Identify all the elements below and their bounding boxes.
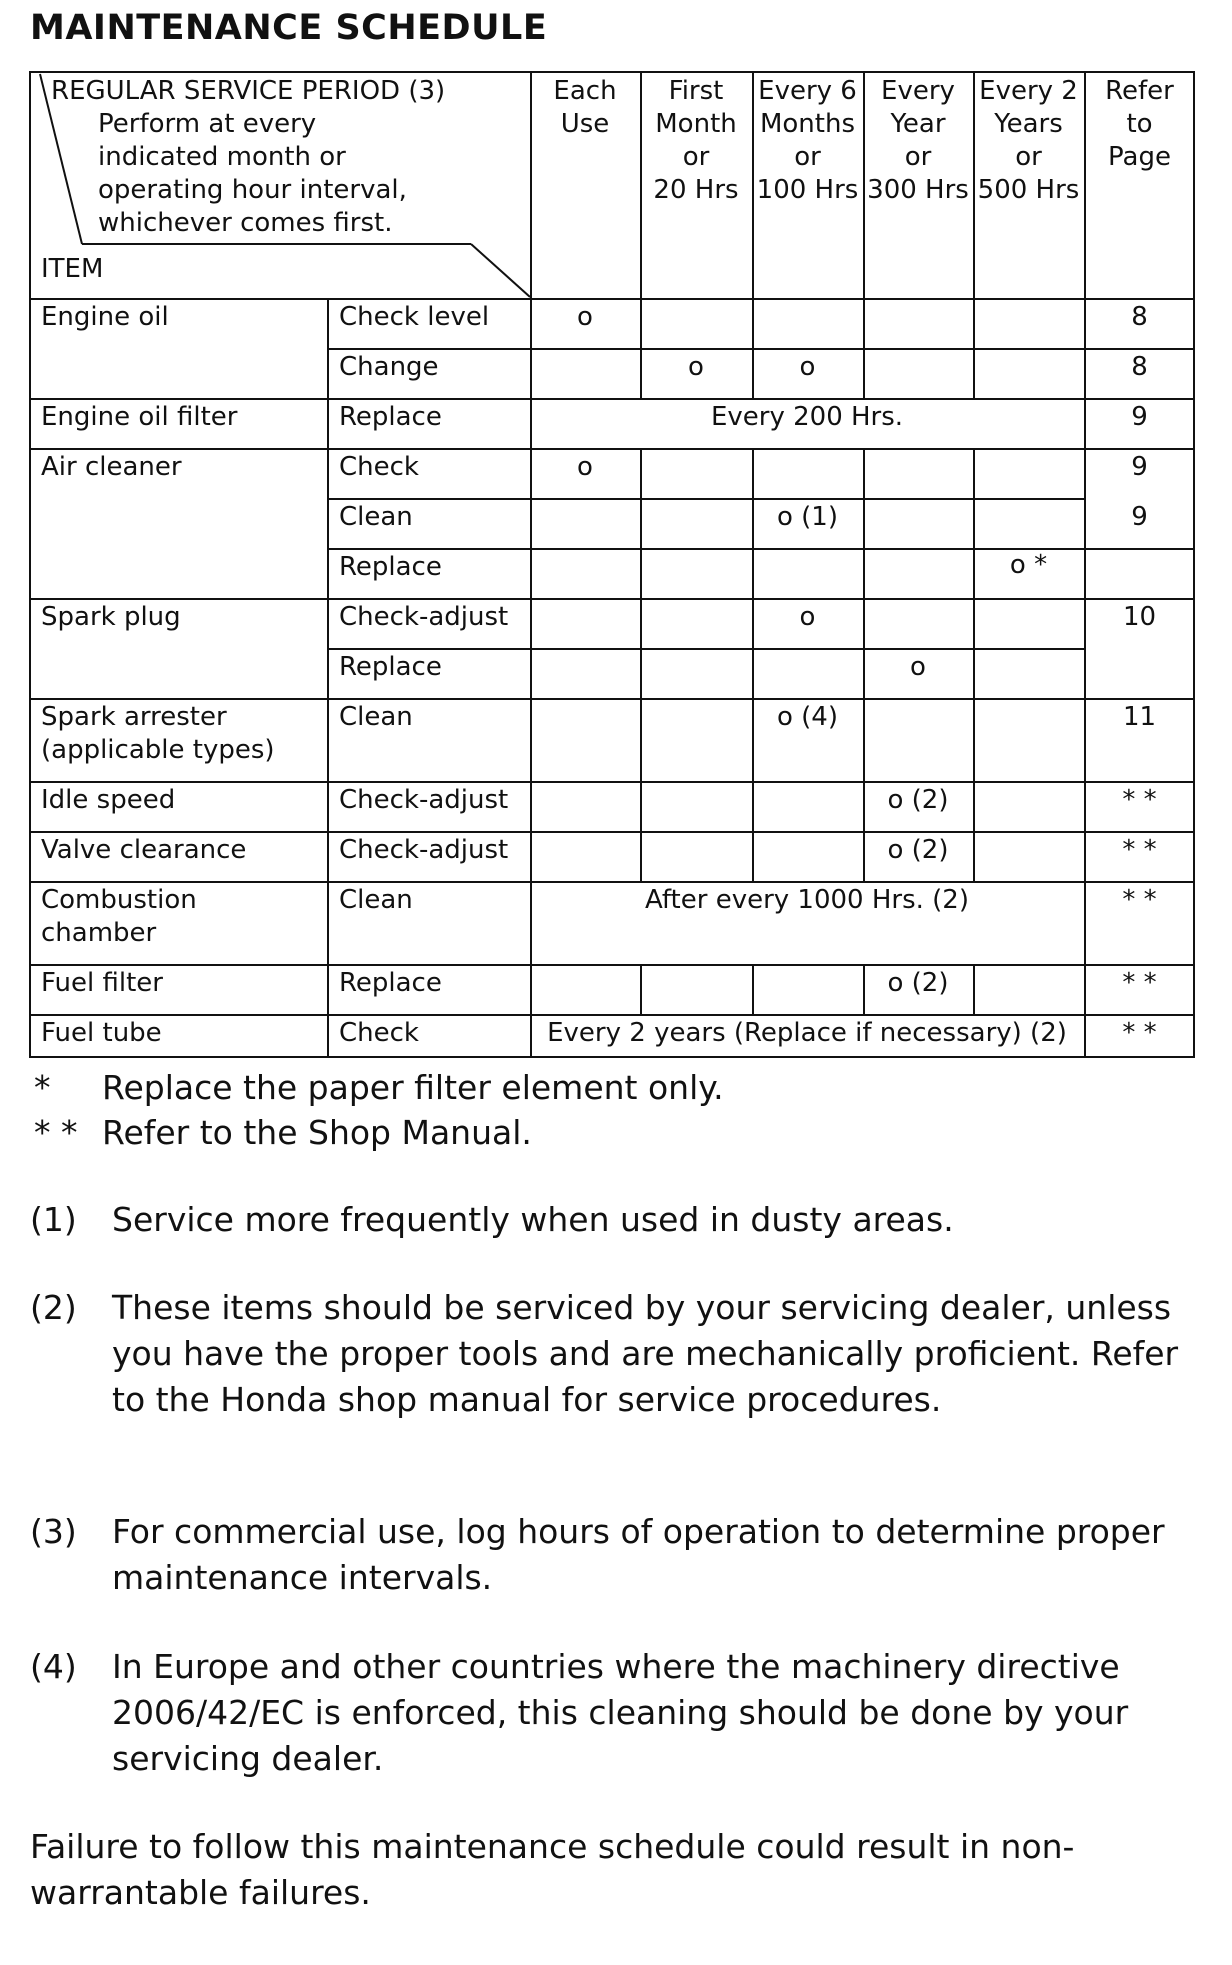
page-ref: 11 [1122, 702, 1157, 732]
table-rule-vertical [640, 964, 642, 1014]
column-header-every-6-months [752, 75, 863, 207]
item-air-cleaner: Air cleaner [41, 452, 182, 482]
column-header-line: Every 2 [979, 76, 1078, 106]
interval-mark: o * [1009, 550, 1048, 580]
interval-mark: o [577, 452, 593, 482]
column-header-line: or [682, 142, 710, 172]
page-ref: 9 [1131, 452, 1148, 482]
table-rule-horizontal [29, 298, 1195, 300]
table-rule-vertical [973, 448, 975, 881]
footnote-marker: (4) [30, 1647, 77, 1686]
column-header-line: Months [759, 109, 856, 139]
table-rule-vertical [752, 71, 754, 398]
table-rule-vertical [1084, 71, 1086, 1058]
page-ref: 8 [1131, 302, 1148, 332]
item-spark-arrester-note: (applicable types) [41, 735, 275, 765]
item-combustion-chamber: Combustion [41, 885, 197, 915]
table-rule-vertical [530, 71, 532, 1058]
column-header-line: First [668, 76, 724, 106]
table-rule-vertical [640, 71, 642, 398]
item-fuel-filter: Fuel filter [41, 968, 163, 998]
column-header-line: Every [881, 76, 955, 106]
table-rule-vertical [752, 964, 754, 1014]
item-idle-speed: Idle speed [41, 785, 176, 815]
page-ref: 9 [1131, 502, 1148, 532]
page-ref: * * [1122, 1018, 1157, 1048]
interval-mark: o [577, 302, 593, 332]
footnote-text: These items should be serviced by your servicing dealer, unless you have the proper tools and are mechanically proficient. Refer to the Honda shop manual for service procedures. [112, 1288, 1179, 1419]
action-change: Change [339, 352, 439, 382]
table-rule-horizontal [29, 781, 1195, 783]
column-header-line: Every 6 [758, 76, 857, 106]
interval-mark: o [799, 602, 816, 632]
action-clean: Clean [339, 502, 413, 532]
column-header-line: or [904, 142, 932, 172]
interval-span-text: Every 2 years (Replace if necessary) (2) [547, 1018, 1067, 1048]
period-line: operating hour interval, [98, 175, 407, 205]
item-fuel-tube: Fuel tube [41, 1018, 162, 1048]
page-ref: * * [1122, 785, 1157, 815]
column-header-line: to [1126, 109, 1153, 139]
column-header-line: 100 Hrs [756, 175, 859, 205]
table-rule-horizontal [29, 881, 1195, 883]
maintenance-schedule-table [29, 71, 1195, 1058]
action-clean: Clean [339, 885, 413, 915]
table-rule-vertical [752, 448, 754, 881]
interval-mark: o [688, 352, 704, 382]
table-rule-horizontal [29, 448, 1195, 450]
period-line: whichever comes first. [98, 208, 393, 238]
page-ref: * * [1122, 885, 1157, 915]
column-header-line: Page [1108, 142, 1171, 172]
table-rule-horizontal [29, 831, 1195, 833]
table-rule-horizontal [29, 71, 1195, 73]
action-replace: Replace [339, 402, 442, 432]
footnote-marker: (1) [30, 1200, 77, 1239]
interval-mark: o (2) [887, 785, 949, 815]
item-spark-plug: Spark plug [41, 602, 181, 632]
star-note-marker: * * [34, 1113, 78, 1152]
action-replace: Replace [339, 552, 442, 582]
interval-mark: o (4) [776, 702, 838, 732]
page-ref: 10 [1122, 602, 1157, 632]
table-rule-vertical [1193, 71, 1195, 1058]
table-rule-horizontal [29, 598, 1195, 600]
table-rule-horizontal [327, 548, 1195, 550]
page-ref: * * [1122, 835, 1157, 865]
column-header-line: Years [994, 109, 1063, 139]
item-combustion-chamber-line2: chamber [41, 918, 157, 948]
item-engine-oil: Engine oil [41, 302, 169, 332]
footnote-text: Service more frequently when used in dusty areas. [112, 1200, 954, 1239]
star-note-marker: * [34, 1068, 51, 1107]
table-rule-vertical [327, 298, 329, 1058]
column-header-line: Year [890, 109, 946, 139]
warranty-warning: Failure to follow this maintenance schedule could result in non-warrantable failures. [30, 1827, 1075, 1912]
table-rule-horizontal [327, 348, 1195, 350]
item-header: ITEM [41, 254, 104, 284]
item-engine-oil-filter: Engine oil filter [41, 402, 238, 432]
footnote-marker: (3) [30, 1512, 77, 1551]
table-rule-horizontal [29, 964, 1195, 966]
column-header-line: Month [655, 109, 737, 139]
period-line: Perform at every [98, 109, 317, 139]
table-rule-vertical [863, 71, 865, 398]
table-rule-vertical [863, 964, 865, 1014]
period-header [51, 75, 445, 240]
page-ref: * * [1122, 968, 1157, 998]
column-header-line: 20 Hrs [653, 175, 739, 205]
table-rule-horizontal [327, 498, 1084, 500]
interval-mark: o (2) [887, 835, 949, 865]
period-title: REGULAR SERVICE PERIOD (3) [51, 76, 446, 106]
table-rule-vertical [29, 71, 31, 1058]
interval-mark: o (1) [776, 502, 838, 532]
interval-mark: o [910, 652, 926, 682]
table-rule-vertical [640, 448, 642, 881]
footnote-marker: (2) [30, 1288, 77, 1327]
interval-span-text: After every 1000 Hrs. (2) [645, 885, 969, 915]
column-header-each-use [530, 75, 640, 141]
action-check-adjust: Check-adjust [339, 602, 509, 632]
interval-mark: o (2) [887, 968, 949, 998]
table-rule-horizontal [29, 1014, 1195, 1016]
item-valve-clearance: Valve clearance [41, 835, 247, 865]
column-header-line: 500 Hrs [977, 175, 1080, 205]
column-header-line: Use [560, 109, 610, 139]
table-rule-horizontal [29, 398, 1195, 400]
footnote-text: For commercial use, log hours of operation to determine proper maintenance intervals. [112, 1512, 1165, 1597]
page-ref: 9 [1131, 402, 1148, 432]
footnote-text: In Europe and other countries where the machinery directive 2006/42/EC is enforced, this cleaning should be done by your servicing dealer. [112, 1647, 1129, 1778]
table-rule-horizontal [327, 648, 1084, 650]
page-title: MAINTENANCE SCHEDULE [30, 8, 548, 48]
column-header-line: or [794, 142, 821, 172]
column-header-line: Each [553, 76, 617, 106]
table-rule-horizontal [29, 1056, 1195, 1058]
column-header-every-year [863, 75, 973, 207]
interval-mark: o [799, 352, 816, 382]
table-rule-horizontal [29, 698, 1195, 700]
column-header-line: Refer [1105, 76, 1174, 106]
action-replace: Replace [339, 652, 442, 682]
action-replace: Replace [339, 968, 442, 998]
item-spark-arrester: Spark arrester [41, 702, 227, 732]
column-header-first-month [640, 75, 752, 207]
table-rule-vertical [973, 964, 975, 1014]
page-ref: 8 [1131, 352, 1148, 382]
action-clean: Clean [339, 702, 413, 732]
period-line: indicated month or [98, 142, 346, 172]
action-check-adjust: Check-adjust [339, 785, 509, 815]
action-check-level: Check level [339, 302, 490, 332]
interval-span-text: Every 200 Hrs. [710, 402, 904, 432]
column-header-line: 300 Hrs [867, 175, 969, 205]
star-note-text: Replace the paper filter element only. [102, 1068, 724, 1107]
column-header-refer-page [1084, 75, 1195, 174]
column-header-every-2-years [973, 75, 1084, 207]
action-check-adjust: Check-adjust [339, 835, 509, 865]
star-note-text: Refer to the Shop Manual. [102, 1113, 532, 1152]
action-check: Check [339, 1018, 419, 1048]
action-check: Check [339, 452, 419, 482]
column-header-line: or [1015, 142, 1042, 172]
table-rule-vertical [973, 71, 975, 398]
table-rule-vertical [863, 448, 865, 881]
